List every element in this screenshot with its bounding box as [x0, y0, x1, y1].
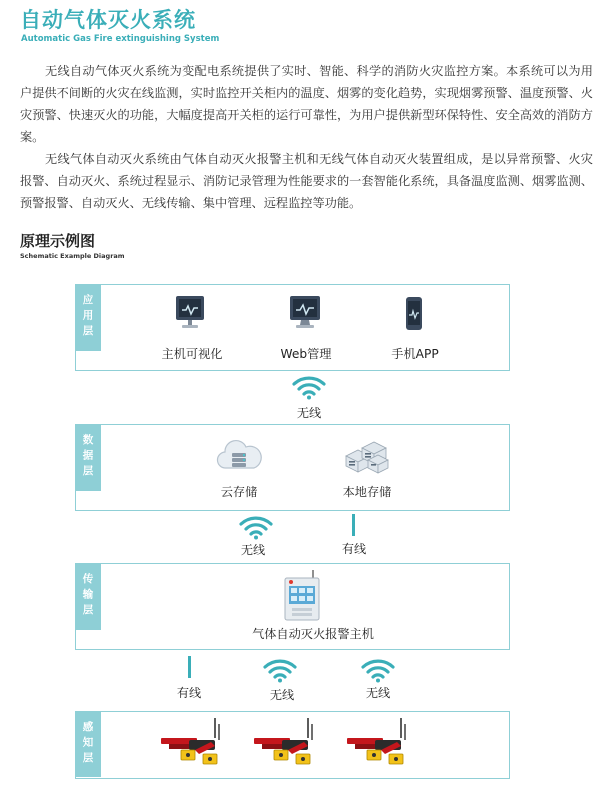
- wifi-icon: [239, 514, 273, 544]
- computer-icon: [288, 294, 322, 334]
- wifi-icon: [292, 374, 326, 404]
- link-label-wireless: 无线: [240, 543, 266, 557]
- wired-line: [188, 656, 191, 678]
- transport-layer-tab: 传输层: [75, 563, 101, 630]
- sensing-layer-tab: 感知层: [75, 711, 101, 777]
- alarm-host-icon: [280, 568, 324, 626]
- page-title: 自动气体灭火系统: [20, 8, 196, 32]
- cloud-storage-icon: [216, 436, 262, 478]
- wifi-icon: [263, 657, 297, 687]
- monitor-icon: [173, 294, 207, 334]
- section-title: 原理示例图: [20, 232, 96, 250]
- link-label-wired: 有线: [176, 686, 202, 700]
- phone-icon: [403, 296, 425, 336]
- link-label-wireless: 无线: [269, 688, 295, 702]
- server-rack-icon: [342, 438, 392, 478]
- extinguishing-device-icon: [159, 716, 229, 776]
- intro-paragraph-1: 无线自动气体灭火系统为变配电系统提供了实时、智能、科学的消防火灾监控方案。本系统可以为用户提供不间断的火灾在线监测，实时监控开关柜内的温度、烟雾的变化趋势，实现烟雾预警、温度预警、火灾预警、快速灭火的功能，大幅度提高开关柜的运行可靠性，为用户提供新型环保特性、安全高效的消防方案。: [20, 64, 593, 144]
- data-item-cloud-storage: 云存储: [220, 485, 258, 499]
- section-subtitle: Schematic Example Diagram: [20, 252, 125, 260]
- data-layer-tab: 数据层: [75, 424, 101, 491]
- intro-paragraph-2: 无线气体自动灭火系统由气体自动灭火报警主机和无线气体自动灭火装置组成，是以异常预警、火灾报警、自动灭火、系统过程显示、消防记录管理为性能要求的一套智能化系统，具备温度监测、烟雾监测、预警报警、自动灭火、无线传输、集中管理、远程监控等功能。: [20, 152, 593, 210]
- app-item-host-visualization: 主机可视化: [161, 347, 223, 361]
- page-subtitle: Automatic Gas Fire extinguishing System: [21, 34, 220, 44]
- link-label-wired: 有线: [341, 542, 367, 556]
- app-item-web-management: Web管理: [280, 347, 332, 361]
- transport-item-alarm-host: 气体自动灭火报警主机: [252, 627, 374, 641]
- application-layer-tab: 应用层: [75, 284, 101, 351]
- extinguishing-device-icon: [252, 716, 322, 776]
- link-label-wireless: 无线: [365, 686, 391, 700]
- app-item-mobile-app: 手机APP: [391, 347, 439, 361]
- data-item-local-storage: 本地存储: [342, 485, 392, 499]
- data-layer-box: [75, 424, 510, 511]
- wifi-icon: [361, 657, 395, 687]
- extinguishing-device-icon: [345, 716, 415, 776]
- wired-line: [352, 514, 355, 536]
- link-label-wireless: 无线: [296, 406, 322, 420]
